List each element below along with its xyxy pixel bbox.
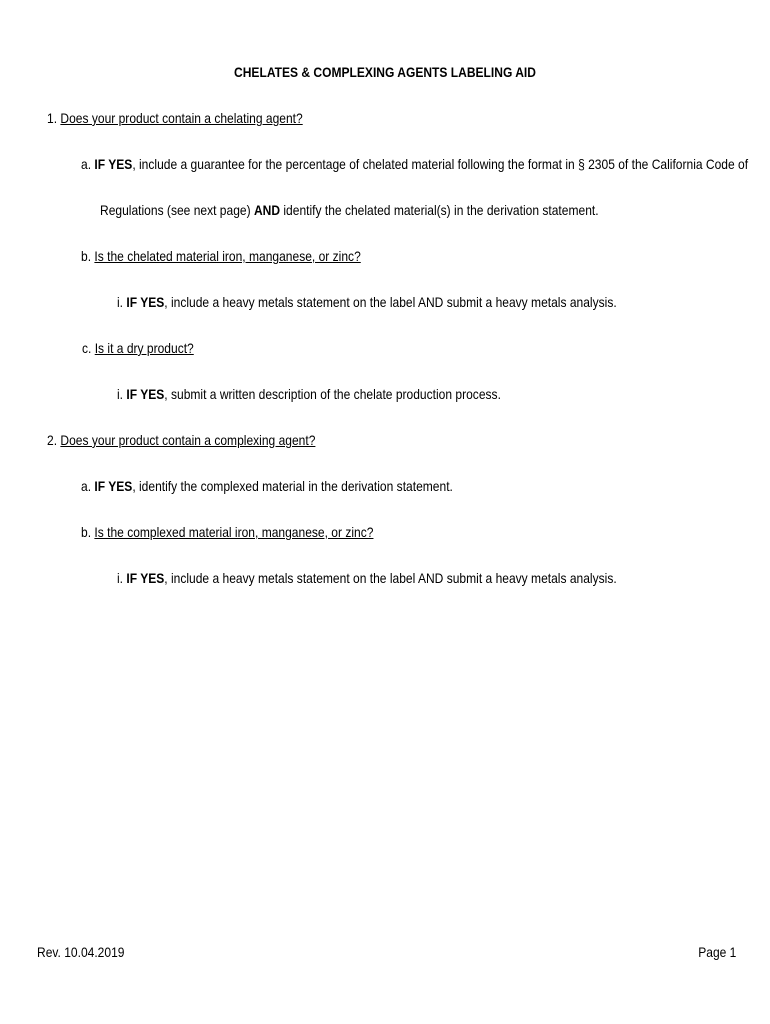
question-text: Does your product contain a chelating agent? [60,110,303,126]
list-marker: b. [81,248,92,264]
question-text: Is the complexed material iron, manganese, or zinc? [94,524,374,540]
item-text: identify the chelated material(s) in the derivation statement. [280,202,599,218]
list-marker: i. [117,386,124,402]
question-text: Is the chelated material iron, manganese, or zinc? [94,248,361,264]
list-marker: a. [81,478,92,494]
revision-date: Rev. 10.04.2019 [37,944,125,960]
if-yes-label: IF YES [126,294,165,310]
item-2b-i [117,570,617,586]
if-yes-label: IF YES [126,570,165,586]
document-title: CHELATES & COMPLEXING AGENTS LABELING AID [234,64,536,80]
item-1a-line-1 [81,156,748,172]
item-1c [82,340,194,356]
if-yes-label: IF YES [94,478,133,494]
item-text: , identify the complexed material in the derivation statement. [132,478,453,494]
if-yes-label: IF YES [94,156,133,172]
list-marker: i. [117,570,124,586]
list-marker: a. [81,156,92,172]
list-marker: c. [82,340,92,356]
question-1 [47,110,303,126]
list-marker: i. [117,294,124,310]
item-text: , include a heavy metals statement on the label AND submit a heavy metals analysis. [164,570,617,586]
item-text: , include a guarantee for the percentage of chelated material following the format in § 2305 of the California Code of [132,156,749,172]
list-marker: b. [81,524,92,540]
item-text: Regulations (see next page) [100,202,254,218]
question-text: Does your product contain a complexing agent? [60,432,316,448]
question-2 [47,432,315,448]
item-1b-i [117,294,617,310]
item-text: , submit a written description of the chelate production process. [164,386,501,402]
item-1c-i [117,386,501,402]
item-2b [81,524,373,540]
page-number: Page 1 [697,944,736,960]
and-label: AND [253,202,281,218]
item-2a [81,478,453,494]
item-1b [81,248,361,264]
question-text: Is it a dry product? [94,340,194,356]
list-marker: 1. [47,110,58,126]
if-yes-label: IF YES [126,386,165,402]
item-1a-line-2 [100,202,599,218]
item-text: , include a heavy metals statement on the label AND submit a heavy metals analysis. [164,294,617,310]
list-marker: 2. [47,432,58,448]
